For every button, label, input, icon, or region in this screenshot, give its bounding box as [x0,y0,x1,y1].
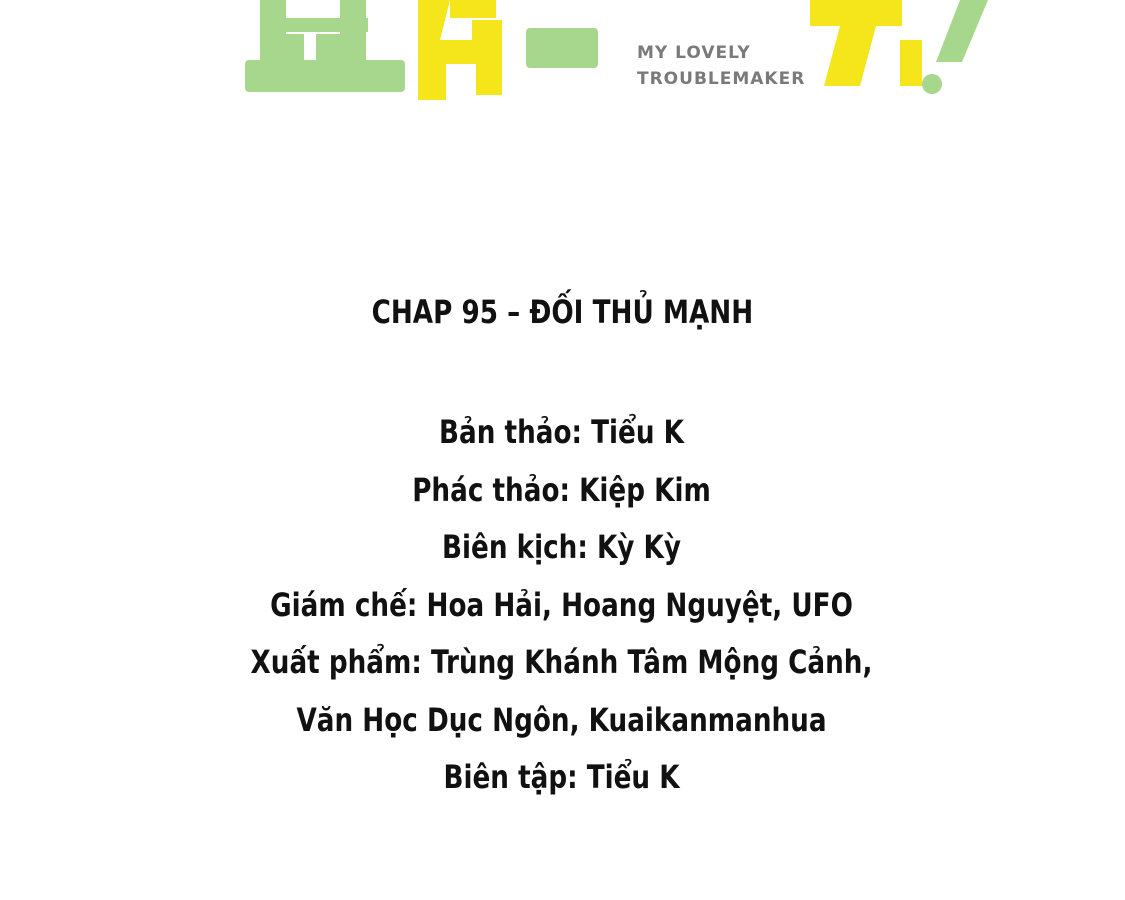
logo-subtitle-line1: MY LOVELY [637,43,751,63]
credit-producer: Xuất phẩm: Trùng Khánh Tâm Mộng Cảnh, [250,643,873,681]
logo-glyph-yellow-right [810,0,922,86]
logo-subtitle [637,40,805,92]
credit-script: Biên kịch: Kỳ Kỳ [442,528,681,566]
credit-sketch: Phác thảo: Kiệp Kim [412,470,711,509]
series-logo-graphic [240,0,1000,110]
logo-exclamation-mark [922,0,988,94]
credit-draft: Bản thảo: Tiểu K [439,413,684,451]
credit-producer-continued: Văn Học Dục Ngôn, Kuaikanmanhua [296,700,827,739]
logo-glyph-yellow [418,0,502,100]
chapter-title: CHAP 95 – ĐỐI THỦ MẠNH [371,293,754,331]
credit-supervisor: Giám chế: Hoa Hải, Hoang Nguyệt, UFO [270,585,853,624]
logo-glyph-green-dash [526,28,598,68]
credits-block [100,404,1023,807]
logo-glyph-green [245,0,405,92]
credit-editor: Biên tập: Tiểu K [443,758,680,796]
series-logo [240,0,1000,110]
logo-subtitle-line2: TROUBLEMAKER [637,69,806,89]
